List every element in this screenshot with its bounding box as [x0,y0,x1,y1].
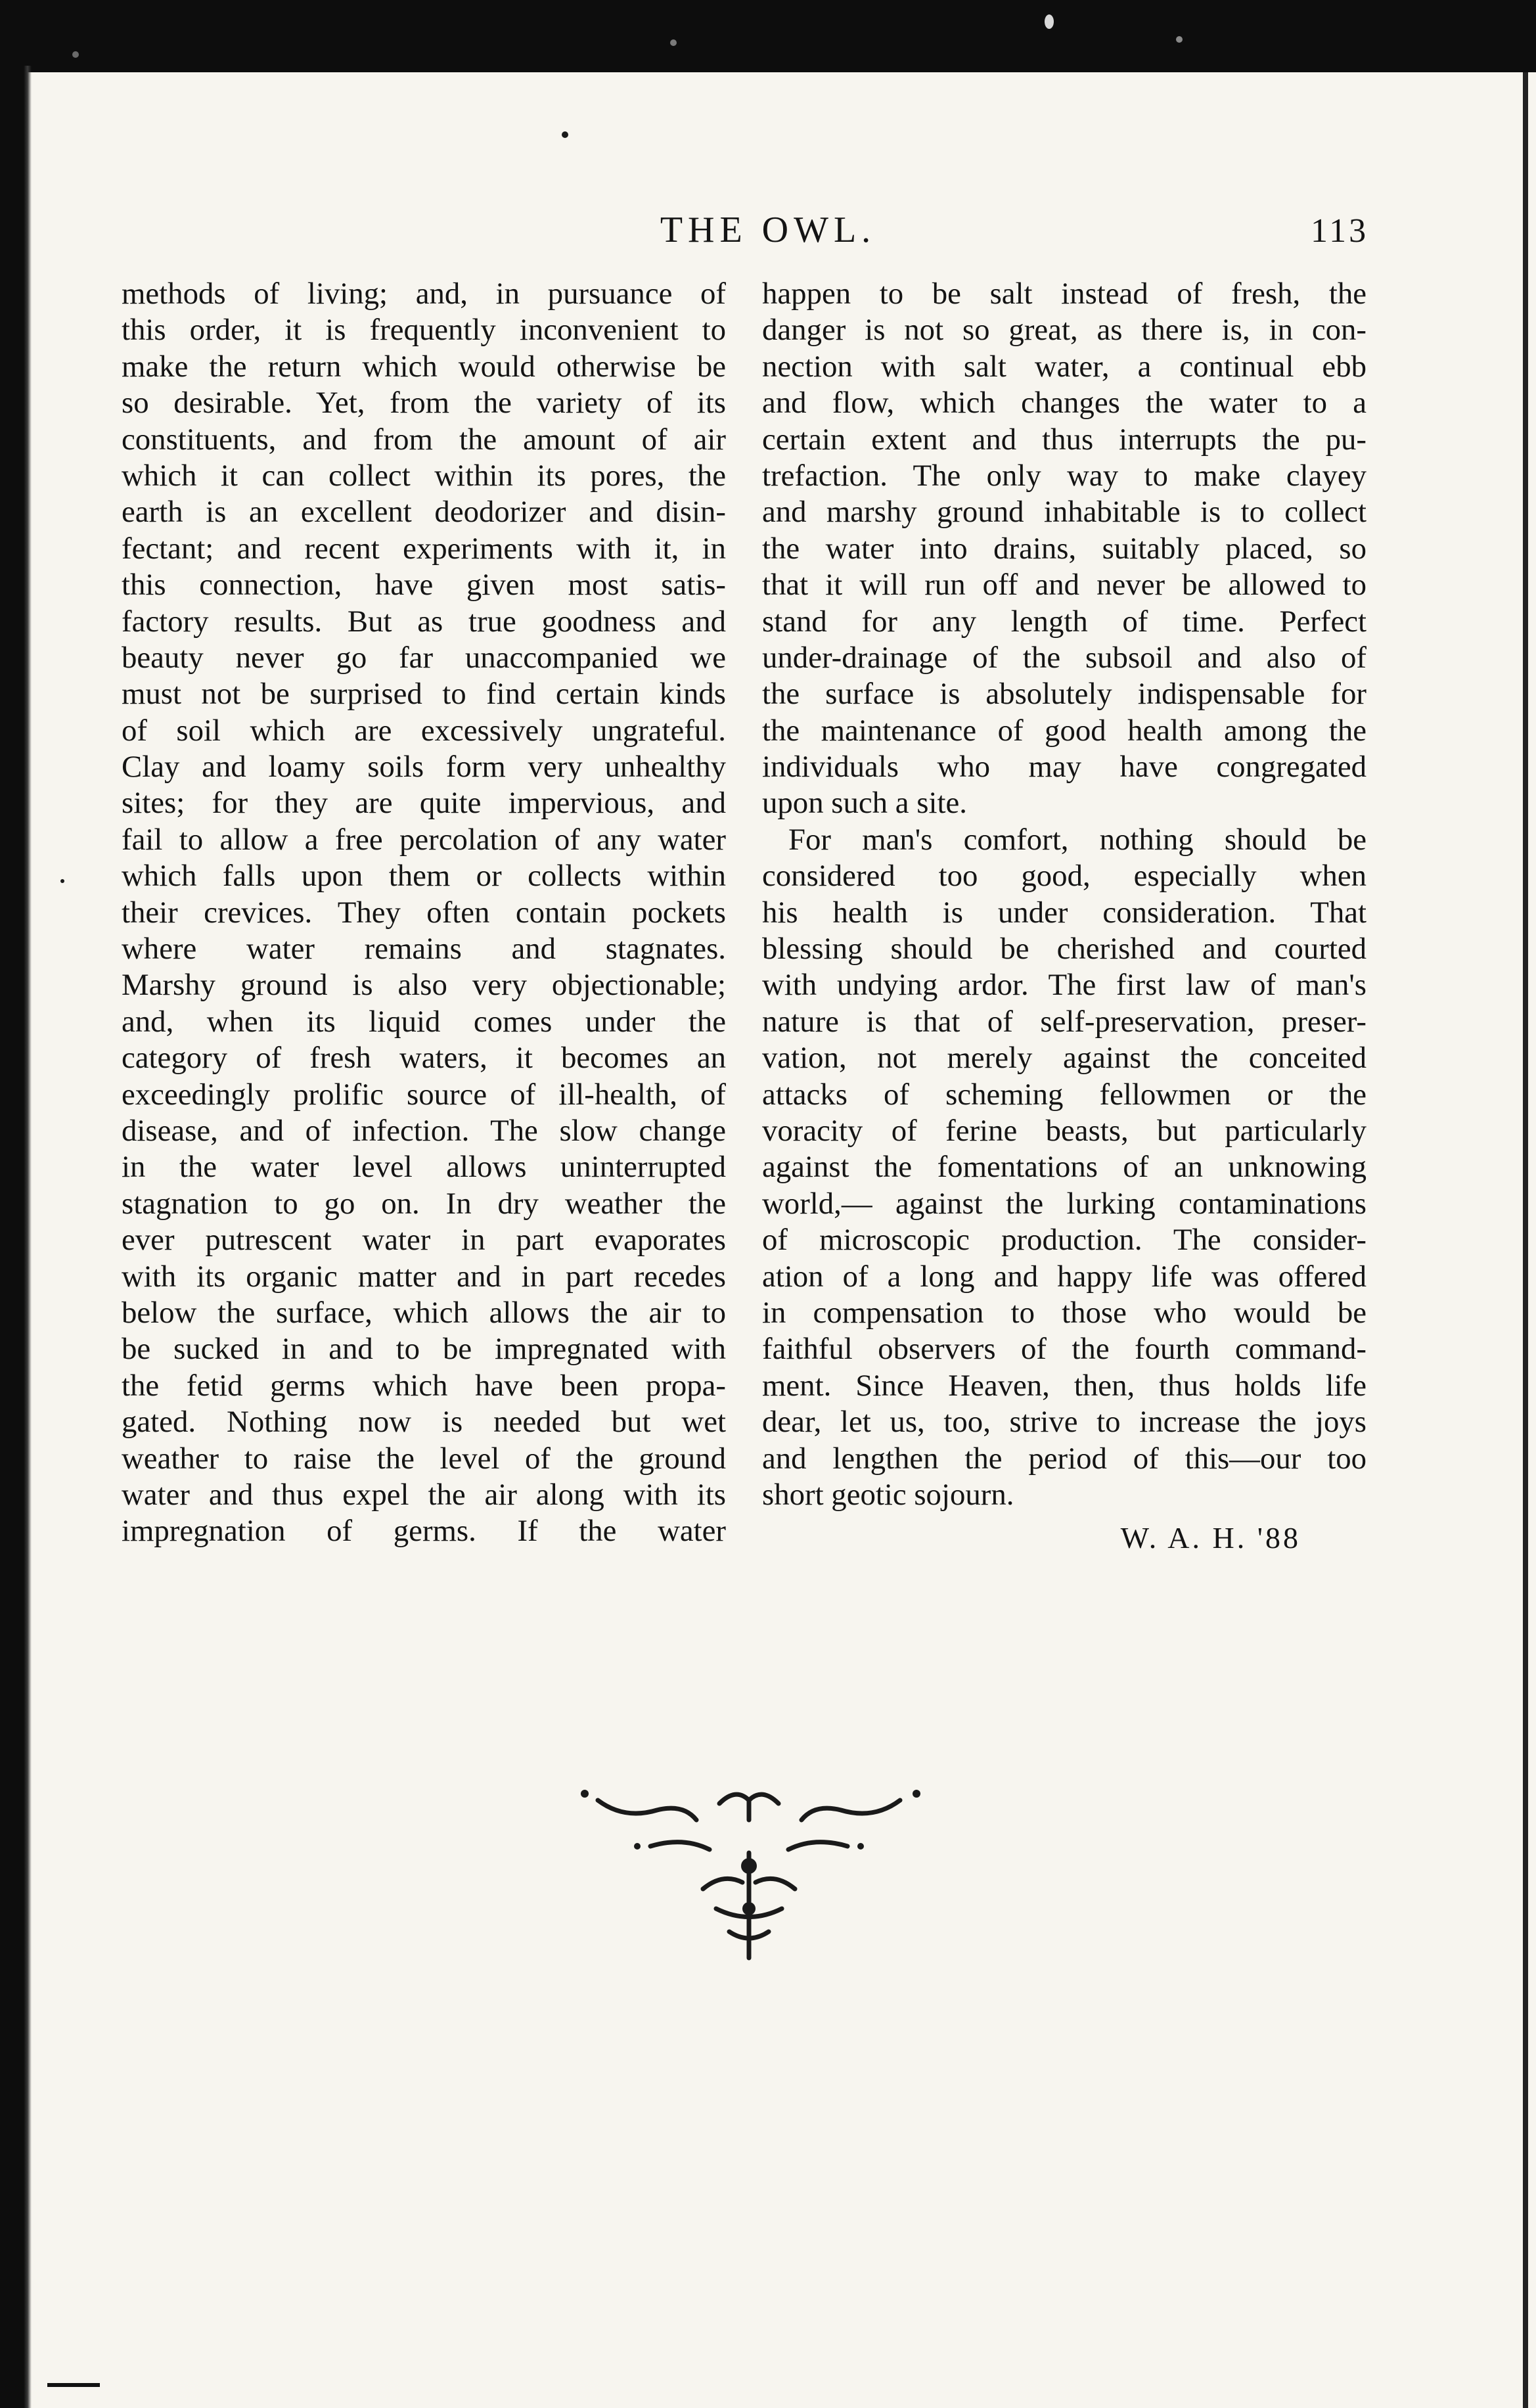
text-line: be sucked in and to be impregnated with [122,1332,726,1367]
text-line: ever putrescent water in part evaporates [122,1223,726,1258]
text-line: and, when its liquid comes under the [122,1004,726,1039]
text-line: in compensation to those who would be [762,1295,1367,1330]
text-line: sites; for they are quite impervious, and [122,786,726,821]
text-line: For man's comfort, nothing should be [788,822,1367,857]
text-line: below the surface, which allows the air to [122,1295,726,1330]
text-line: the surface is absolutely indispensable for [762,677,1367,712]
text-line: happen to be salt instead of fresh, the [762,277,1367,311]
text-line: short geotic sojourn. [762,1477,1014,1512]
text-line: their crevices. They often contain pockets [122,895,726,930]
author-signature: W. A. H. '88 [1120,1521,1301,1555]
text-line: individuals who may have congregated [762,750,1367,784]
text-line: of soil which are excessively ungrateful. [122,713,726,748]
decorative-tailpiece-ornament [552,1774,946,1965]
text-line: weather to raise the level of the ground [122,1441,726,1476]
text-line: and marshy ground inhabitable is to collect [762,495,1367,530]
right-text-column [762,276,1367,1559]
text-line: faithful observers of the fourth command- [762,1332,1367,1367]
text-line: gated. Nothing now is needed but wet [122,1405,726,1440]
text-line: the fetid germs which have been propa- [122,1368,726,1403]
text-line: with its organic matter and in part recedes [122,1259,726,1294]
text-line: must not be surprised to find certain kinds [122,677,726,712]
text-line: where water remains and stagnates. [122,932,726,966]
scan-corner-mark [47,2383,100,2387]
text-line: Clay and loamy soils form very unhealthy [122,750,726,784]
text-line: fail to allow a free percolation of any water [122,822,726,857]
text-line: certain extent and thus interrupts the pu- [762,422,1367,457]
text-line: nection with salt water, a continual ebb [762,349,1367,384]
scan-speck [670,39,677,46]
text-line: ation of a long and happy life was offered [762,1259,1367,1294]
text-line: under-drainage of the subsoil and also of [762,640,1367,675]
text-line: and flow, which changes the water to a [762,386,1367,420]
text-line: stand for any length of time. Perfect [762,604,1367,639]
text-line: danger is not so great, as there is, in con- [762,313,1367,348]
text-line: so desirable. Yet, from the variety of its [122,386,726,420]
text-line: water and thus expel the air along with its [122,1477,726,1512]
scan-left-border [0,66,32,2408]
text-line: beauty never go far unaccompanied we [122,640,726,675]
page-number: 113 [1311,212,1369,250]
text-line: exceedingly prolific source of ill-health, of [122,1077,726,1112]
text-line: constituents, and from the amount of air [122,422,726,457]
text-line: this connection, have given most satis- [122,568,726,602]
scan-top-border [0,0,1536,72]
text-line: the water into drains, suitably placed, so [762,531,1367,566]
scan-speck [60,879,64,883]
text-line: category of fresh waters, it becomes an [122,1041,726,1076]
text-line: with undying ardor. The first law of man's [762,968,1367,1003]
text-line: disease, and of infection. The slow change [122,1113,726,1148]
text-line: nature is that of self-preservation, preser- [762,1004,1367,1039]
text-line: his health is under consideration. That [762,895,1367,930]
text-line: and lengthen the period of this—our too [762,1441,1367,1476]
scan-right-border [1523,72,1528,2408]
scan-speck [562,131,568,138]
text-line: considered too good, especially when [762,859,1367,894]
text-line: the maintenance of good health among the [762,713,1367,748]
text-line: this order, it is frequently inconvenient to [122,313,726,348]
text-line: Marshy ground is also very objectionable; [122,968,726,1003]
text-line: voracity of ferine beasts, but particularly [762,1113,1367,1148]
text-line: attacks of scheming fellowmen or the [762,1077,1367,1112]
text-line: factory results. But as true goodness and [122,604,726,639]
text-line: against the fomentations of an unknowing [762,1150,1367,1185]
text-line: vation, not merely against the conceited [762,1041,1367,1076]
text-line: of microscopic production. The consider- [762,1223,1367,1258]
text-line: methods of living; and, in pursuance of [122,277,726,311]
text-line: trefaction. The only way to make clayey [762,458,1367,493]
text-line: stagnation to go on. In dry weather the [122,1186,726,1221]
scan-speck [1045,14,1054,29]
text-line: fectant; and recent experiments with it, in [122,531,726,566]
text-line: blessing should be cherished and courted [762,932,1367,966]
left-text-column [122,276,726,1550]
text-line: that it will run off and never be allowed to [762,568,1367,602]
text-line: world,— against the lurking contaminations [762,1186,1367,1221]
running-head: THE OWL. [660,210,876,250]
text-line: ment. Since Heaven, then, thus holds life [762,1368,1367,1403]
text-line: impregnation of germs. If the water [122,1514,726,1549]
text-line: dear, let us, too, strive to increase the joys [762,1405,1367,1440]
text-line: in the water level allows uninterrupted [122,1150,726,1185]
scan-speck [1176,36,1183,43]
text-line: upon such a site. [762,786,967,821]
text-line: which falls upon them or collects within [122,859,726,894]
text-line: make the return which would otherwise be [122,349,726,384]
text-line: which it can collect within its pores, the [122,458,726,493]
scan-speck [72,51,79,58]
text-line: earth is an excellent deodorizer and disin- [122,495,726,530]
